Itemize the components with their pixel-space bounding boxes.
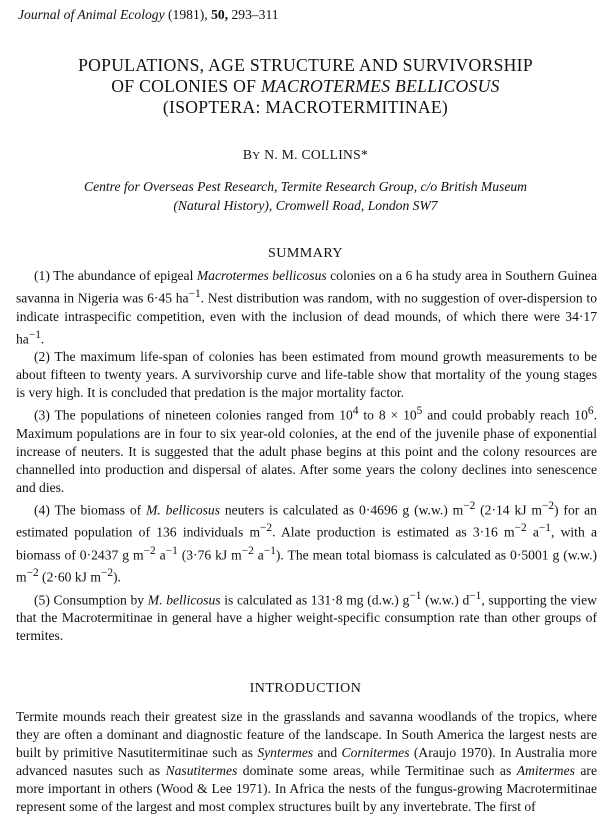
introduction-paragraph: Termite mounds reach their greatest size in the grasslands and savanna woodlands of the tropics, where they are often a dominant and diagnostic feature of the landscape. In South America the largest nests are built by primitive Nasutitermitinae such as Syntermes and Cornitermes (Araujo 1970). In Australia more advanced nasutes such as Nasutitermes dominate some areas, while Termitinae such as Amitermes are more important in others (Wood & Lee 1971). In Africa the nests of the fungus-growing Macrotermitinae represent some of the largest and most complex structures built by any invertebrate. The first of	[16, 709, 597, 814]
summary-paragraph-2: (2) The maximum life-span of colonies has been estimated from mound growth measurements to be about fifteen to twenty years. A survivorship curve and life-table show that mortality of the young stages is very high. It is concluded that predation is the major mortality factor.	[16, 349, 597, 401]
summary-heading: SUMMARY	[267, 246, 344, 261]
title-line-2-text: OF COLONIES OF	[111, 76, 261, 96]
title-line-1: POPULATIONS, AGE STRUCTURE AND SURVIVORSHIP	[78, 55, 533, 75]
affiliation-line-2: (Natural History), Cromwell Road, London SW7	[173, 198, 438, 213]
title-species: MACROTERMES BELLICOSUS	[260, 76, 500, 96]
journal-pages: 293–311	[231, 7, 279, 22]
summary-paragraph-5: (5) Consumption by M. bellicosus is calculated as 131·8 mg (d.w.) $g^{-1}$ (w.w.) $d^{-1}$, supporting the view that the Macrotermitinae in general have a higher weight-specific consumption rate than other groups of termites.	[16, 589, 597, 644]
byline-by-rest: Y	[252, 150, 261, 162]
affiliation-line-1: Centre for Overseas Pest Research, Termite Research Group, c/o British Museum	[84, 179, 527, 194]
summary-paragraph-4: (4) The biomass of M. bellicosus neuters is calculated as 0·4696 g (w.w.) $m^{-2}$ (2·14 kJ $m^{-2}$) for an estimated population of 136 individuals $m^{-2}$. Alate production is estimated as 3·16 $m^{-2}$ $a^{-1}$, with a biomass of 0·2437 g $m^{-2}$ $a^{-1}$ (3·76 kJ $m^{-2}$ $a^{-1}$). The mean total biomass is calculated as 0·5001 g (w.w.) $m^{-2}$ (2·60 kJ $m^{-2}$).	[16, 499, 598, 585]
summary-body	[16, 267, 597, 645]
title-line-3: (ISOPTERA: MACROTERMITINAE)	[162, 97, 449, 117]
journal-year: (1981),	[168, 7, 208, 22]
paper-title	[0, 55, 611, 118]
journal-name: Journal of Animal Ecology	[18, 7, 165, 22]
summary-paragraph-3: (3) The populations of nineteen colonies ranged from $10^4$ to $8 \times 10^5$ and could probably reach $10^6$. Maximum populations are in four to six year-old colonies, at the end of the juvenile phase of exponential increase of neuters. It is suggested that the adult phase begins at this point and the colony resources are channelled into production and dispersal of alates. After some years the colony declines into senescence and dies.	[16, 405, 597, 495]
title-line-2	[0, 76, 611, 97]
journal-citation	[18, 7, 279, 23]
author-affiliation	[0, 177, 611, 215]
journal-volume: 50,	[211, 7, 229, 22]
author-byline	[0, 147, 611, 163]
author-name: N. M. COLLINS*	[264, 147, 369, 162]
introduction-body	[16, 708, 597, 816]
introduction-heading: INTRODUCTION	[249, 681, 362, 696]
byline-by-initial: B	[242, 147, 253, 162]
summary-paragraph-1: (1) The abundance of epigeal Macrotermes bellicosus colonies on a 6 ha study area in Southern Guinea savanna in Nigeria was 6·45 $ha^{-1}$. Nest distribution was random, with no suggestion of over-dispersion to indicate intraspecific competition, even with the inclusion of dead mounds, of which there were 34·17 $ha^{-1}$.	[16, 268, 597, 347]
